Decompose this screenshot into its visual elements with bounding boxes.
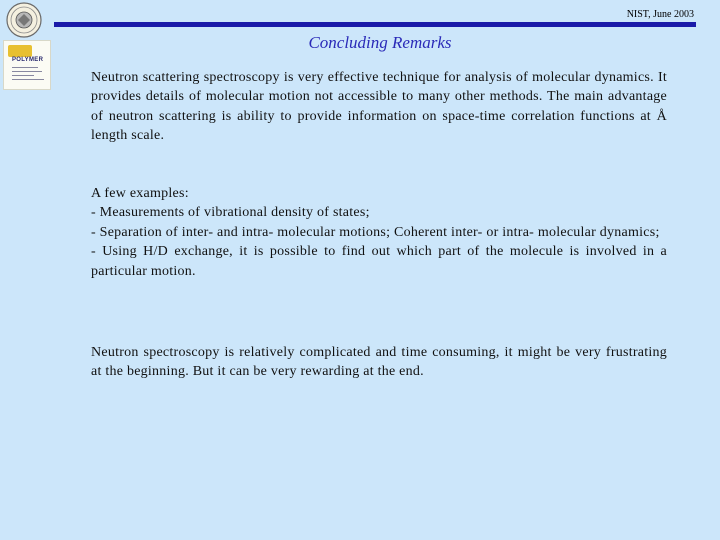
example-item: - Measurements of vibrational density of states; [91, 205, 370, 221]
example-item: - Using H/D exchange, it is possible to find out which part of the molecule is involved in a particular motion. [91, 244, 667, 279]
logo-line [12, 75, 34, 76]
polymer-logo-word: POLYMER [12, 57, 44, 63]
examples-intro: A few examples: [91, 186, 189, 201]
logo-line [12, 71, 42, 72]
logo-line [12, 79, 44, 80]
header-rule [54, 22, 696, 27]
example-item: - Separation of inter- and intra- molecular motions; Coherent inter- or intra- molecular dynamics; [91, 224, 660, 240]
logo-line [12, 67, 38, 68]
closing-paragraph: Neutron spectroscopy is relatively complicated and time consuming, it might be very frustrating at the beginning. But it can be very rewarding at the end. [91, 345, 667, 380]
intro-paragraph: Neutron scattering spectroscopy is very effective technique for analysis of molecular dynamics. It provides details of molecular motion not accessible to many other methods. The main advantage of neutron scattering is ability to provide information on space-time correlation functions at Å length scale. [91, 70, 667, 144]
slide-title: Concluding Remarks [308, 33, 452, 52]
header-reference: NIST, June 2003 [626, 9, 694, 20]
examples-block [91, 184, 667, 281]
